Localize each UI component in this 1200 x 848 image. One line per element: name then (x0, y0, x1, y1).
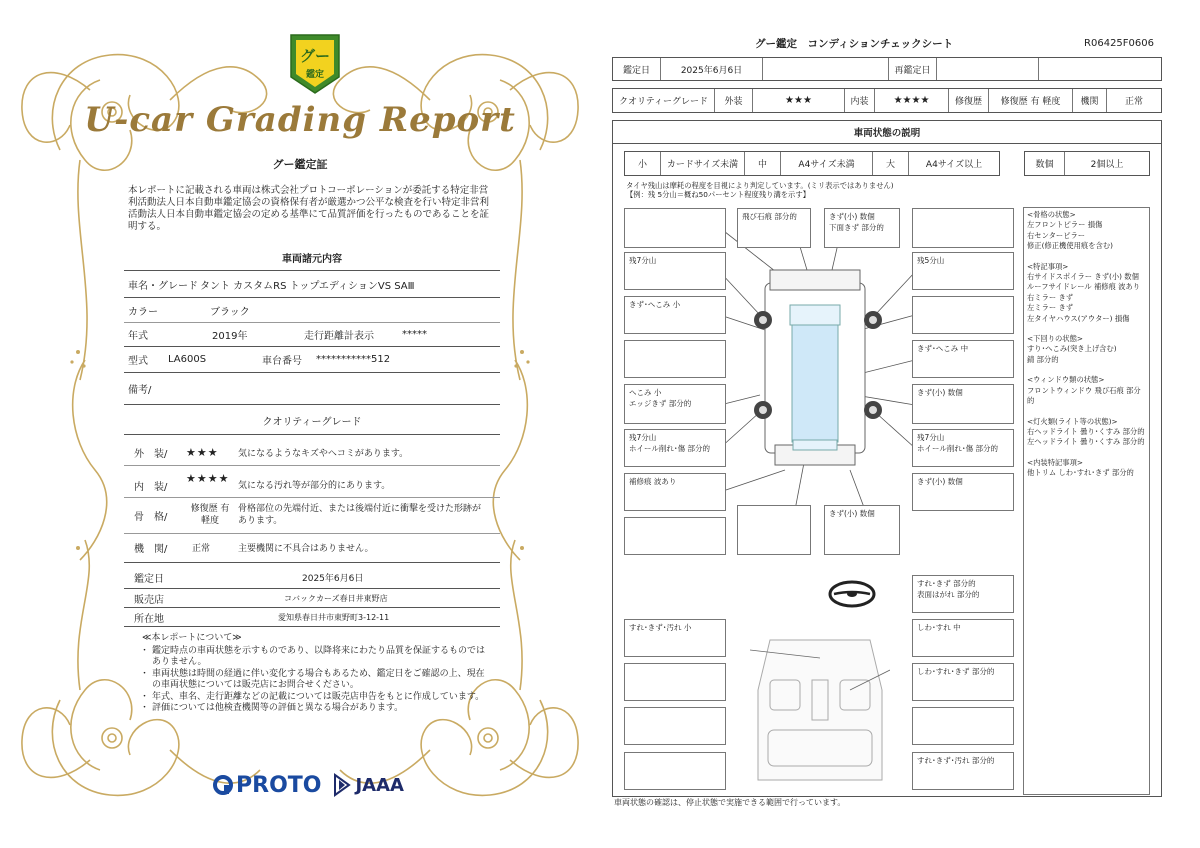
report-title: U-car Grading Report (84, 100, 516, 140)
quality-engine-label: 機 関/ (134, 543, 168, 555)
proto-logo (212, 773, 321, 798)
note-item: 鑑定時点の車両状態を示すものであり、以降将来にわたり品質を保証するものではありません。 (152, 645, 486, 667)
spec-chassis-label: 車台番号 (262, 355, 302, 367)
spec-row-year (124, 326, 500, 342)
quality-frame-desc: 骨格部位の先端付近、または後端付近に衝撃を受けた形跡があります。 (238, 504, 482, 526)
condition-box: へこみ 小 エッジきず 部分的 (624, 384, 726, 424)
side-item: 右センターピラー (1027, 230, 1086, 240)
spec-color-value: ブラック (210, 306, 250, 318)
side-item: 修正(修正機使用痕を含む) (1027, 241, 1113, 251)
spec-row-remarks (124, 380, 500, 396)
condition-box (624, 752, 726, 790)
side-item: フロントウィンドウ 飛び石痕 部分的 (1027, 385, 1141, 406)
spec-row-color (124, 302, 500, 318)
notes-title: ≪本レポートについて≫ (142, 633, 242, 643)
size-large-desc: A4サイズ以上 (925, 160, 983, 170)
date-label: 鑑定日 (613, 58, 661, 80)
count-desc: 2個以上 (1090, 160, 1124, 170)
sheet-code: R06425F0606 (1084, 38, 1154, 49)
quality-exterior-label: 外 装/ (134, 448, 168, 460)
notes-bullet: ・ (140, 703, 150, 713)
condition-box: きず(小) 数個 (912, 384, 1014, 424)
spec-remarks-label: 備考/ (128, 384, 152, 396)
condition-box (737, 505, 811, 555)
quality-frame-grade: 修復歴 有 軽度 (190, 504, 230, 526)
condition-box: 飛び石痕 部分的 (737, 208, 811, 248)
condition-box (912, 208, 1014, 248)
state-title: 車両状態の説明 (612, 120, 1162, 144)
size-small-desc: カードサイズ未満 (661, 152, 745, 175)
ext-label: 外装 (715, 89, 753, 112)
certificate-body: 本レポートに記載される車両は株式会社プロトコーポレーションが委託する特定非営利活動法人日本自動車鑑定協会の資格保有者が厳選かつ公平な検査を行い特定非営利活動法人日本自動車鑑定協会の定める基準にて品質評価を行ったものであることを証明する。 (128, 185, 490, 232)
spec-year-value: 2019年 (212, 330, 248, 342)
spec-name-value: タント カスタムRS トップエディションVS SAⅢ (200, 280, 415, 292)
side-group-title: <下回りの状態> (1027, 334, 1084, 344)
appraisal-address-label: 所在地 (134, 613, 164, 625)
repair-label: 修復歴 (949, 89, 989, 112)
side-item: 他トリム しわ･すれ･きず 部分的 (1027, 468, 1134, 478)
size-large: 大 (873, 152, 909, 175)
spec-row-model (124, 351, 500, 367)
spec-model-label: 型式 (128, 355, 148, 367)
quality-interior-grade: ★★★★ (186, 472, 230, 485)
side-item: 左フロントピラー 損傷 (1027, 220, 1103, 230)
proto-logo-icon (212, 774, 234, 796)
quality-row-engine (124, 539, 500, 555)
proto-logo-text: PROTO (236, 772, 322, 798)
badge-icon (287, 33, 343, 95)
side-group-title: <特記事項> (1027, 261, 1069, 271)
quality-interior-desc: 気になる汚れ等が部分的にあります。 (238, 481, 391, 491)
condition-box (624, 663, 726, 701)
condition-box (624, 707, 726, 745)
quality-grade-label: クオリティーグレード (613, 89, 715, 112)
date-value: 2025年6月6日 (661, 58, 763, 80)
int-value: ★★★★ (875, 89, 949, 112)
jaaa-logo-text: JAAA (355, 774, 404, 796)
engine-value: 正常 (1124, 97, 1143, 107)
spec-mileage-value: ***** (402, 328, 427, 340)
spec-year-label: 年式 (128, 330, 148, 342)
condition-box: しわ･すれ･きず 部分的 (912, 663, 1014, 701)
side-item: ルーフサイドレール 補修痕 波あり (1027, 282, 1141, 292)
quality-row-interior (124, 472, 500, 494)
condition-box: きず(小) 数個 (824, 505, 900, 555)
appraisal-row-address (124, 609, 500, 625)
notes-bullet: ・ (140, 645, 150, 656)
special-notes-panel (1023, 207, 1150, 795)
side-item: 左タイヤハウス(アウター) 損傷 (1027, 313, 1130, 323)
footnote: 車両状態の確認は、停止状態で実施できる範囲で行っています。 (614, 798, 846, 807)
jaaa-logo-icon (333, 773, 351, 797)
condition-box (624, 517, 726, 555)
appraisal-address-value: 愛知県春日井市東野町3-12-11 (278, 612, 390, 622)
spec-section-title: 車両諸元内容 (282, 254, 342, 265)
sheet-title: グー鑑定 コンディションチェックシート (755, 38, 954, 50)
tire-note-2: 【例：残 5分山＝概ね50パーセント程度残り溝を示す】 (626, 190, 810, 199)
condition-box: 残7分山 ホイール削れ･傷 部分的 (912, 429, 1014, 467)
side-group-title: <灯火類(ライト等の状態)> (1027, 416, 1118, 426)
quality-engine-desc: 主要機関に不具合はありません。 (238, 543, 374, 554)
quality-exterior-desc: 気になるようなキズやヘコミがあります。 (238, 448, 409, 459)
appraisal-date-value: 2025年6月6日 (302, 573, 364, 584)
side-item: 右サイドスポイラー きず(小) 数個 (1027, 272, 1139, 282)
appraisal-shop-value: コバックカーズ春日井東野店 (284, 593, 388, 603)
side-group-title: <骨格の状態> (1027, 210, 1076, 219)
size-small: 小 (625, 152, 661, 175)
condition-box: きず(小) 数個 下面きず 部分的 (824, 208, 900, 248)
side-group-title: <ウィンドウ類の状態> (1027, 375, 1105, 385)
appraisal-date-label: 鑑定日 (134, 573, 164, 585)
condition-check-sheet (600, 0, 1200, 848)
tire-note-1: タイヤ残山は摩耗の程度を目視により判定しています。(ミリ表示ではありません) (626, 181, 894, 190)
side-item: 左ミラー きず (1027, 303, 1074, 313)
badge-top-text: グー (299, 47, 331, 65)
quality-engine-grade: 正常 (192, 543, 211, 554)
reappraisal-label: 再鑑定日 (889, 58, 937, 80)
appraisal-shop-label: 販売店 (134, 594, 164, 606)
condition-box (912, 296, 1014, 334)
quality-section-title: クオリティーグレード (262, 417, 362, 428)
quality-exterior-grade: ★★★ (186, 445, 219, 459)
side-item: すり･へこみ(突き上げ含む) (1027, 344, 1117, 354)
note-item: 年式、車名、走行距離などの記載については販売店申告をもとに作成しています。 (152, 691, 485, 702)
condition-box (624, 340, 726, 378)
spec-name-label: 車名・グレード (128, 280, 198, 292)
condition-box: きず(小) 数個 (912, 473, 1014, 511)
appraisal-row-shop (124, 590, 500, 606)
size-mid: 中 (745, 152, 781, 175)
engine-label: 機関 (1073, 89, 1107, 112)
notes-bullet: ・ (140, 691, 150, 702)
side-group-title: <内装特記事項> (1027, 457, 1084, 467)
condition-box: 残7分山 (624, 252, 726, 290)
note-item: 車両状態は時間の経過に伴い変化する場合もあるため、鑑定日をご確認の上、現在の車両状態については販売店にお問合せください。 (152, 668, 485, 690)
certificate-title: グー鑑定証 (272, 158, 328, 171)
badge-bottom-text: 鑑定 (305, 70, 325, 80)
condition-box: すれ･きず 部分的 表面はがれ 部分的 (912, 575, 1014, 613)
side-item: 右ミラー きず (1027, 292, 1074, 302)
report-notes (140, 633, 490, 715)
quality-row-exterior (124, 444, 500, 460)
repair-value: 修復歴 有 軽度 (989, 89, 1073, 112)
quality-row-frame (124, 502, 500, 528)
size-mid-desc: A4サイズ未満 (781, 152, 873, 175)
condition-box: 残7分山 ホイール削れ･傷 部分的 (624, 429, 726, 467)
spec-mileage-label: 走行距離計表示 (304, 330, 374, 342)
condition-box (912, 707, 1014, 745)
condition-box: 残5分山 (912, 252, 1014, 290)
car-interior-icon (750, 630, 890, 798)
condition-box: 補修痕 波あり (624, 473, 726, 511)
footer-logos (212, 770, 404, 800)
steering-wheel-icon (828, 580, 876, 608)
spec-row-name (124, 276, 500, 292)
condition-box: しわ･すれ 中 (912, 619, 1014, 657)
appraisal-row-date (124, 569, 500, 585)
spec-chassis-value: ***********512 (316, 353, 391, 365)
quality-interior-label: 内 装/ (134, 482, 168, 493)
condition-box: きず･へこみ 小 (624, 296, 726, 334)
jaaa-logo (333, 773, 404, 797)
spec-model-value: LA600S (168, 353, 207, 365)
condition-box: きず･へこみ 中 (912, 340, 1014, 378)
spec-color-label: カラー (128, 306, 158, 318)
ext-value: ★★★ (753, 89, 845, 112)
side-item: 左ヘッドライト 曇り･くすみ 部分的 (1027, 437, 1145, 447)
count-label: 数個 (1025, 152, 1065, 175)
side-item: 右ヘッドライト 曇り･くすみ 部分的 (1027, 426, 1145, 436)
condition-box: すれ･きず･汚れ 部分的 (912, 752, 1014, 790)
side-item: 錆 部分的 (1027, 354, 1059, 364)
notes-bullet: ・ (140, 668, 150, 679)
int-label: 内装 (845, 89, 875, 112)
condition-box: すれ･きず･汚れ 小 (624, 619, 726, 657)
quality-frame-label: 骨 格/ (134, 511, 168, 523)
note-item: 評価については他検査機関等の評価と異なる場合があります。 (152, 703, 404, 713)
condition-box (624, 208, 726, 248)
